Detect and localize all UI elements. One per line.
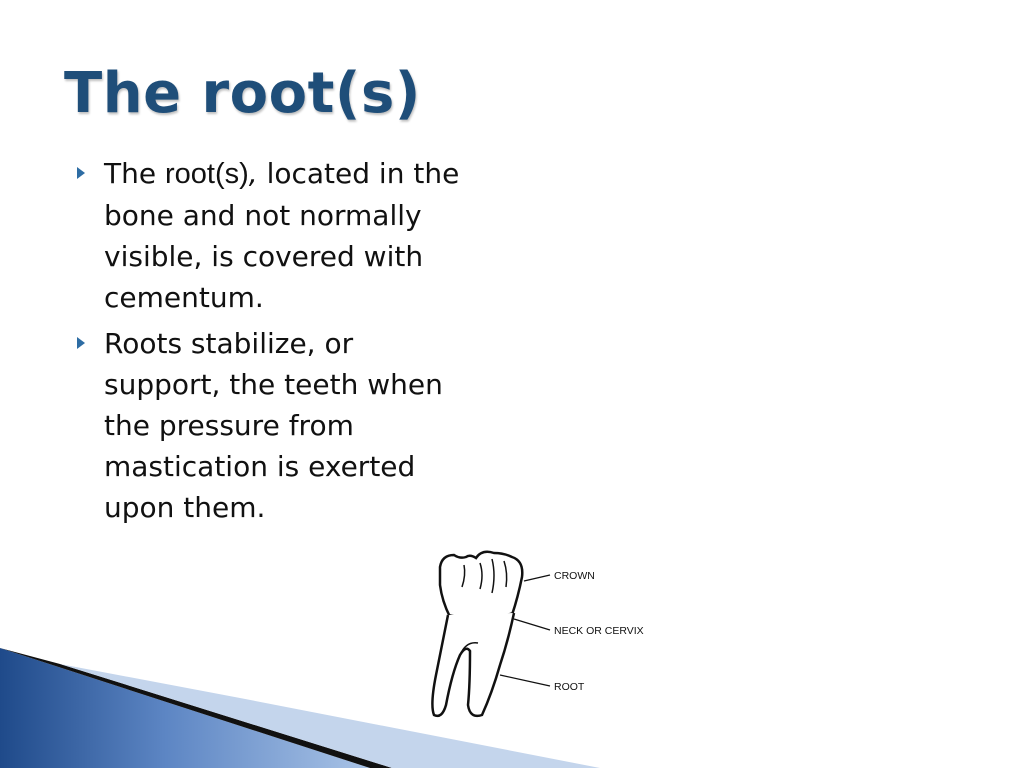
bullet-emphasis-suffix: , [248,157,258,190]
bullet-arrow-icon [77,167,85,179]
root-leader-line [500,675,550,686]
neck-leader-line [514,619,550,630]
bullet-item-root-function [76,323,476,528]
bullet-emphasis-term: root(s) [164,158,249,190]
root-label: ROOT [554,681,585,693]
slide-title: The root(s) [64,61,421,126]
bullet-item-root-location [76,153,476,318]
neck-label: NECK OR CERVIX [554,625,644,637]
bullet-arrow-icon [77,337,85,349]
bullet-list [76,153,476,533]
tooth-diagram [420,545,660,730]
bullet-text-prefix: The [104,157,165,190]
crown-label: CROWN [554,570,595,582]
tooth-root-outline [432,613,514,716]
crown-leader-line [524,575,550,581]
bullet-text: Roots stabilize, or support, the teeth when the pressure from mastication is exerted upon them. [104,327,443,524]
bullet-text-rest: located in the bone and not normally visible, is covered with cementum. [104,157,460,314]
